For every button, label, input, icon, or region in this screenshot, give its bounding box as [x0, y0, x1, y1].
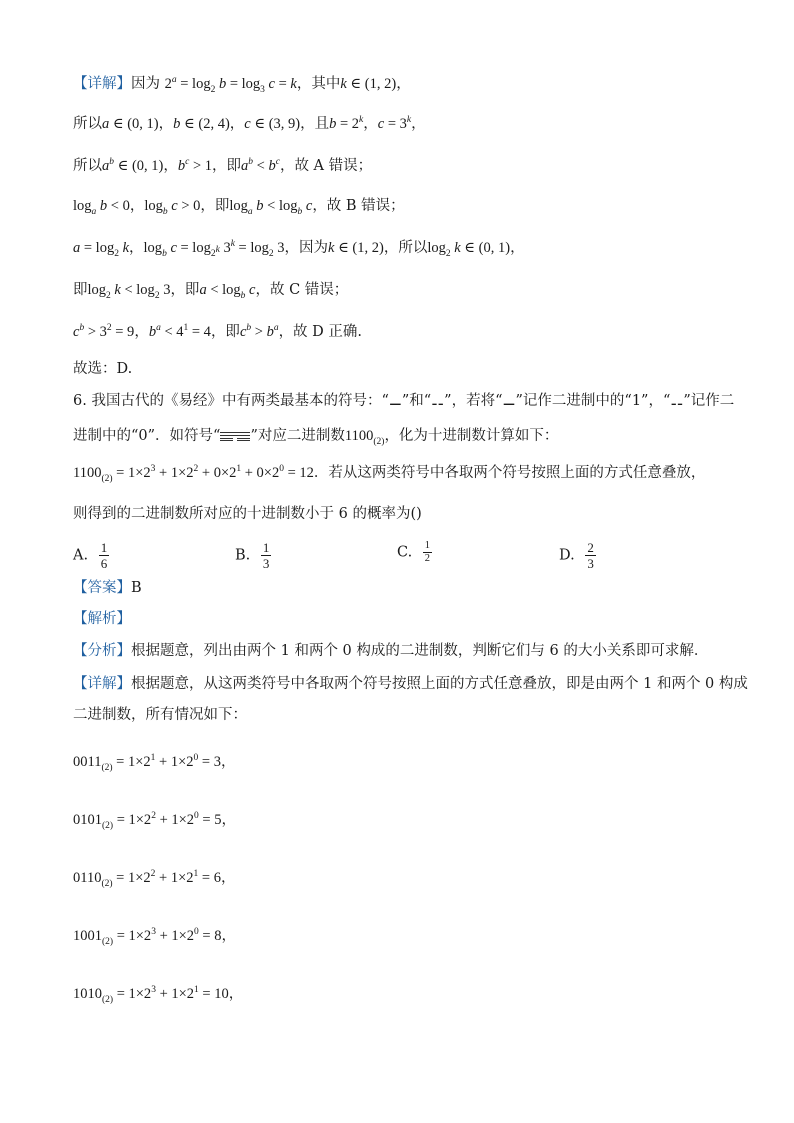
option-b: B. $\frac{1}{3}$	[235, 540, 270, 571]
case-row: $0011_{(2)} = 1\times 2^1 + 1\times 2^0 = 3$，	[73, 753, 236, 773]
option-a: A. $\frac{1}{6}$	[73, 540, 108, 571]
case-row: $0101_{(2)} = 1\times 2^2 + 1\times 2^0 = 5$，	[73, 811, 236, 831]
case-row: $1001_{(2)} = 1\times 2^3 + 1\times 2^0 = 8$，	[73, 927, 236, 947]
detail-line-5: $a = \log_2 k$，$\log_b c = \log_{2^k} 3^k = \log_2 3$，因为k ∈ (1, 2)，所以$\log_2 k$ ∈ (0, 1)，	[73, 239, 525, 259]
answer-value: B	[131, 580, 142, 596]
analysis-tag: 【解析】	[73, 611, 131, 627]
question-6-line-3: $1100_{(2)} = 1\times 2^3 + 1\times 2^2 + 0\times 2^1 + 0\times 2^0 = 12$．若从这两类符号中各取两个符号按照上面的方式任意叠放，	[73, 464, 706, 484]
answer-line	[73, 577, 142, 599]
answer-options	[73, 534, 773, 570]
detail-line-3: 所以$a^b$ ∈ (0, 1)，$b^c > 1$，即$a^b < b^c$，故 A 错误；	[73, 157, 373, 174]
detail-line-7: $c^b > 3^2 = 9$，$b^a < 4^1 = 4$，即$c^b > b^a$，故 D 正确.	[73, 323, 363, 340]
detail-conclusion: 故选：D.	[73, 361, 133, 377]
answer-tag: 【答案】	[73, 580, 131, 596]
detail2-line-1: 【详解】根据题意，从这两类符号中各取两个符号按照上面的方式任意叠放，即是由两个 1 和两个 0 构成	[73, 676, 748, 692]
fenxi-tag: 【分析】	[73, 643, 131, 659]
option-c: C. $\frac{1}{2}$	[397, 540, 431, 564]
option-d: D. $\frac{2}{3}$	[559, 540, 594, 571]
fenxi-line: 【分析】根据题意，列出由两个 1 和两个 0 构成的二进制数，判断它们与 6 的大小关系即可求解．	[73, 643, 709, 659]
question-6-line-2: 进制中的“0”．如符号“ ”对应二进制数$1100_{(2)}$，化为十进制数计算如下：	[73, 428, 559, 447]
detail-line-1: 【详解】因为 $2^a = \log_2 b = \log_3 c = k$，其中k ∈ (1, 2)，	[73, 75, 411, 95]
detail2-tag: 【详解】	[73, 676, 131, 692]
detail-tag: 【详解】	[73, 76, 131, 92]
detail-line-4: $\log_a b < 0$，$\log_b c > 0$，即$\log_a b < \log_b c$，故 B 错误；	[73, 198, 405, 217]
case-row: $0110_{(2)} = 1\times 2^2 + 1\times 2^1 = 6$，	[73, 869, 236, 889]
question-6-line-4: 则得到的二进制数所对应的十进制数小于 6 的概率为()	[73, 506, 422, 522]
trigram-symbol-icon	[220, 432, 250, 440]
case-row: $1010_{(2)} = 1\times 2^3 + 1\times 2^1 = 10$，	[73, 985, 244, 1005]
detail2-line-2: 二进制数，所有情况如下：	[73, 707, 247, 723]
detail-line-6: 即$\log_2 k < \log_2 3$，即$a < \log_b c$，故 C 错误；	[73, 282, 349, 301]
question-6-line-1: 6. 我国古代的《易经》中有两类最基本的符号：“⚊”和“⚋”，若将“⚊”记作二进制中的“1”，“⚋”记作二	[73, 393, 735, 409]
detail-line-2: 所以a ∈ (0, 1)，b ∈ (2, 4)，c ∈ (3, 9)，且$b = 2^k$，$c = 3^k$，	[73, 115, 426, 132]
